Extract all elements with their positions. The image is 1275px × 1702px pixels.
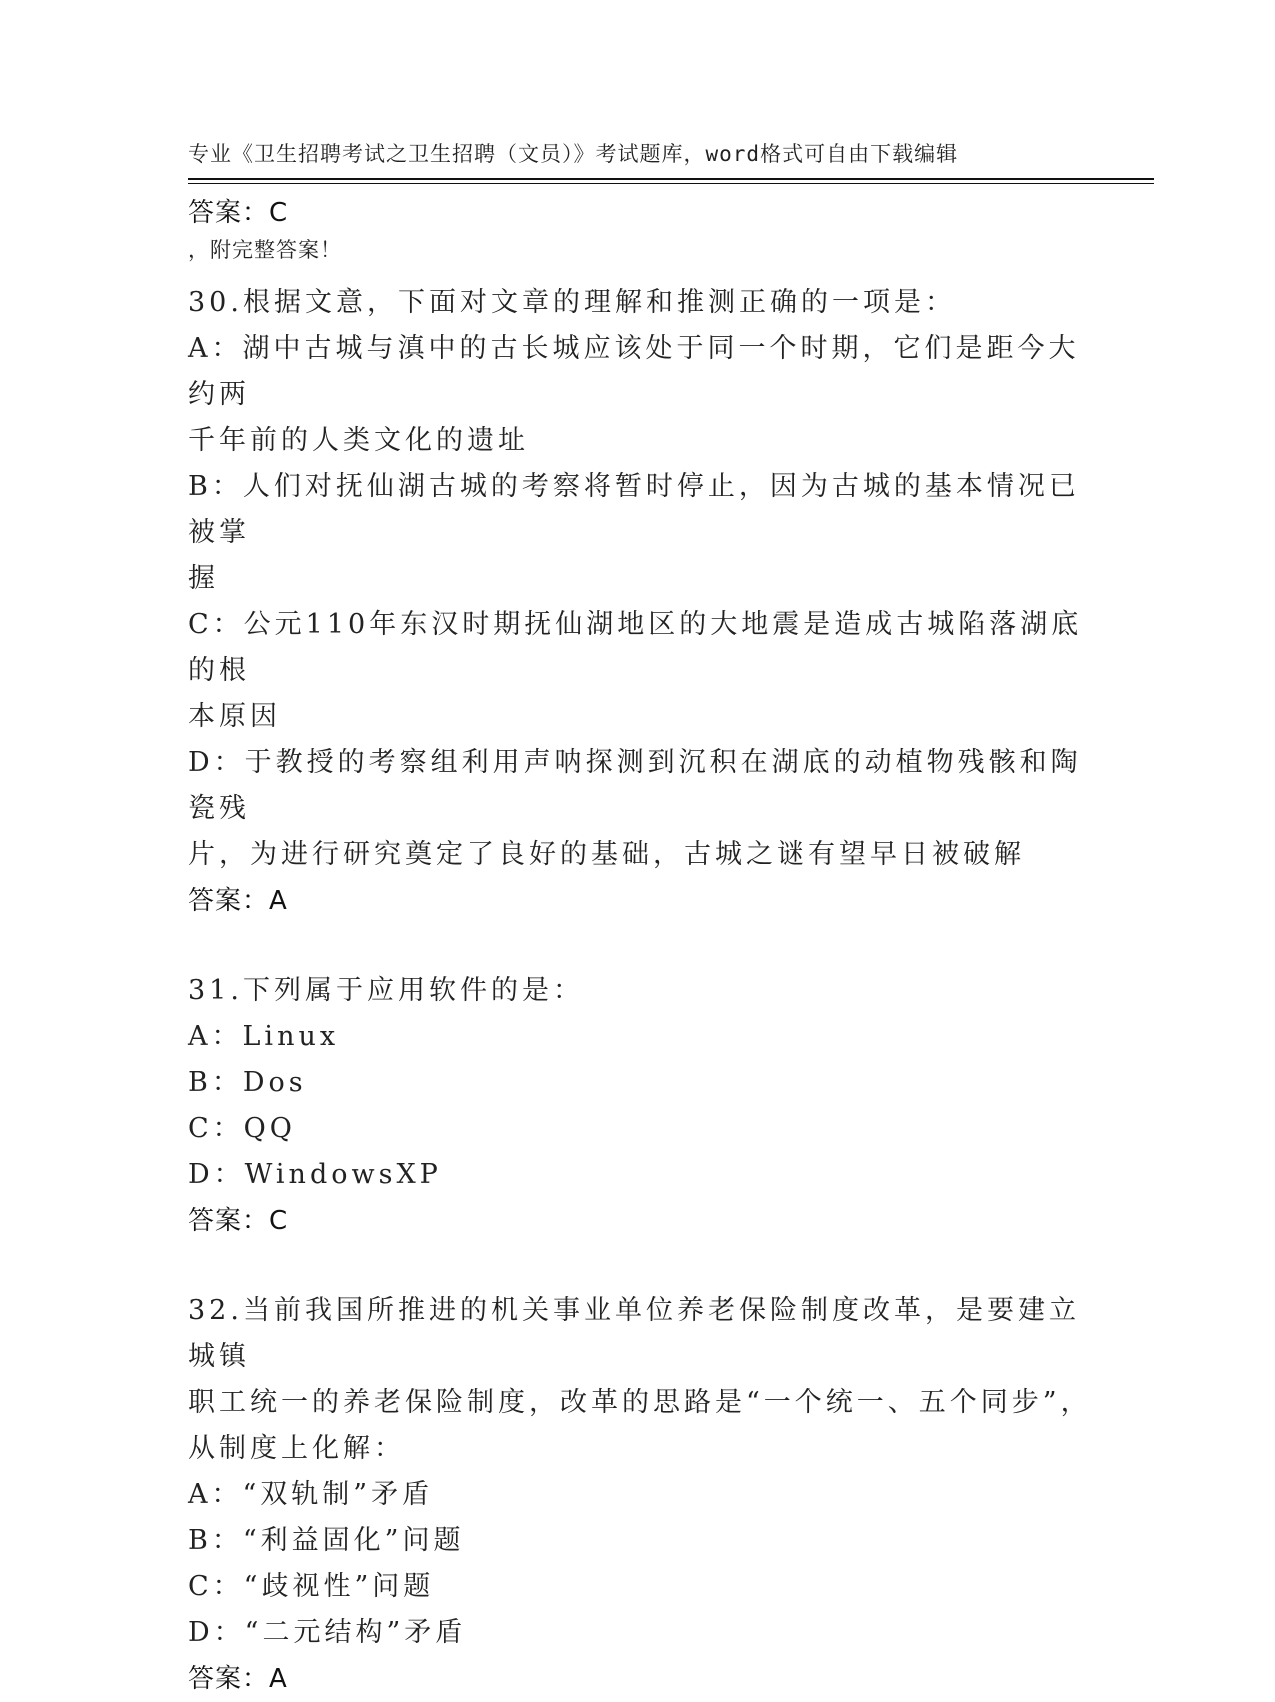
question-32 [188, 1288, 1108, 1702]
header-line-2: ，附完整答案！ [188, 238, 342, 262]
option-a-line-2: 千年前的人类文化的遗址 [188, 425, 529, 456]
option-c-line-2: 本原因 [188, 701, 281, 732]
option-c: C：“歧视性”问题 [188, 1571, 435, 1602]
option-a-line-1: A：湖中古城与滇中的古长城应该处于同一个时期，它们是距今大约两 [188, 333, 1080, 410]
answer-31: 答案：C [188, 1206, 289, 1236]
option-b-line-2: 握 [188, 563, 219, 594]
question-stem-line-3: 从制度上化解： [188, 1433, 405, 1464]
option-b-line-1: B：人们对抚仙湖古城的考察将暂时停止，因为古城的基本情况已被掌 [188, 471, 1080, 548]
answer-30: 答案：A [188, 886, 288, 916]
option-c: C：QQ [188, 1113, 296, 1144]
option-a: A：Linux [188, 1021, 340, 1052]
answer-32: 答案：A [188, 1664, 288, 1694]
question-stem: 31.下列属于应用软件的是： [188, 975, 584, 1006]
header-divider-thin [188, 183, 1154, 184]
question-30 [188, 280, 1108, 924]
header-line-1: 专业《卫生招聘考试之卫生招聘（文员）》考试题库，word格式可自由下载编辑 [188, 142, 959, 166]
option-d: D：“二元结构”矛盾 [188, 1617, 467, 1648]
option-d-line-1: D：于教授的考察组利用声呐探测到沉积在湖底的动植物残骸和陶瓷残 [188, 747, 1082, 824]
option-d: D：WindowsXP [188, 1159, 442, 1190]
option-b: B：“利益固化”问题 [188, 1525, 465, 1556]
option-a: A：“双轨制”矛盾 [188, 1479, 434, 1510]
question-list [188, 190, 1108, 1702]
option-b: B：Dos [188, 1067, 307, 1098]
option-d-line-2: 片，为进行研究奠定了良好的基础，古城之谜有望早日被破解 [188, 839, 1025, 870]
header-divider-thick [188, 178, 1154, 180]
option-c-line-1: C：公元110年东汉时期抚仙湖地区的大地震是造成古城陷落湖底的根 [188, 609, 1083, 686]
question-31 [188, 968, 1108, 1244]
question-stem: 30.根据文意，下面对文章的理解和推测正确的一项是： [188, 287, 956, 318]
question-stem-line-1: 32.当前我国所推进的机关事业单位养老保险制度改革，是要建立城镇 [188, 1295, 1080, 1372]
question-stem-line-2: 职工统一的养老保险制度，改革的思路是“一个统一、五个同步”， [188, 1387, 1092, 1418]
answer-previous: 答案：C [188, 198, 289, 228]
